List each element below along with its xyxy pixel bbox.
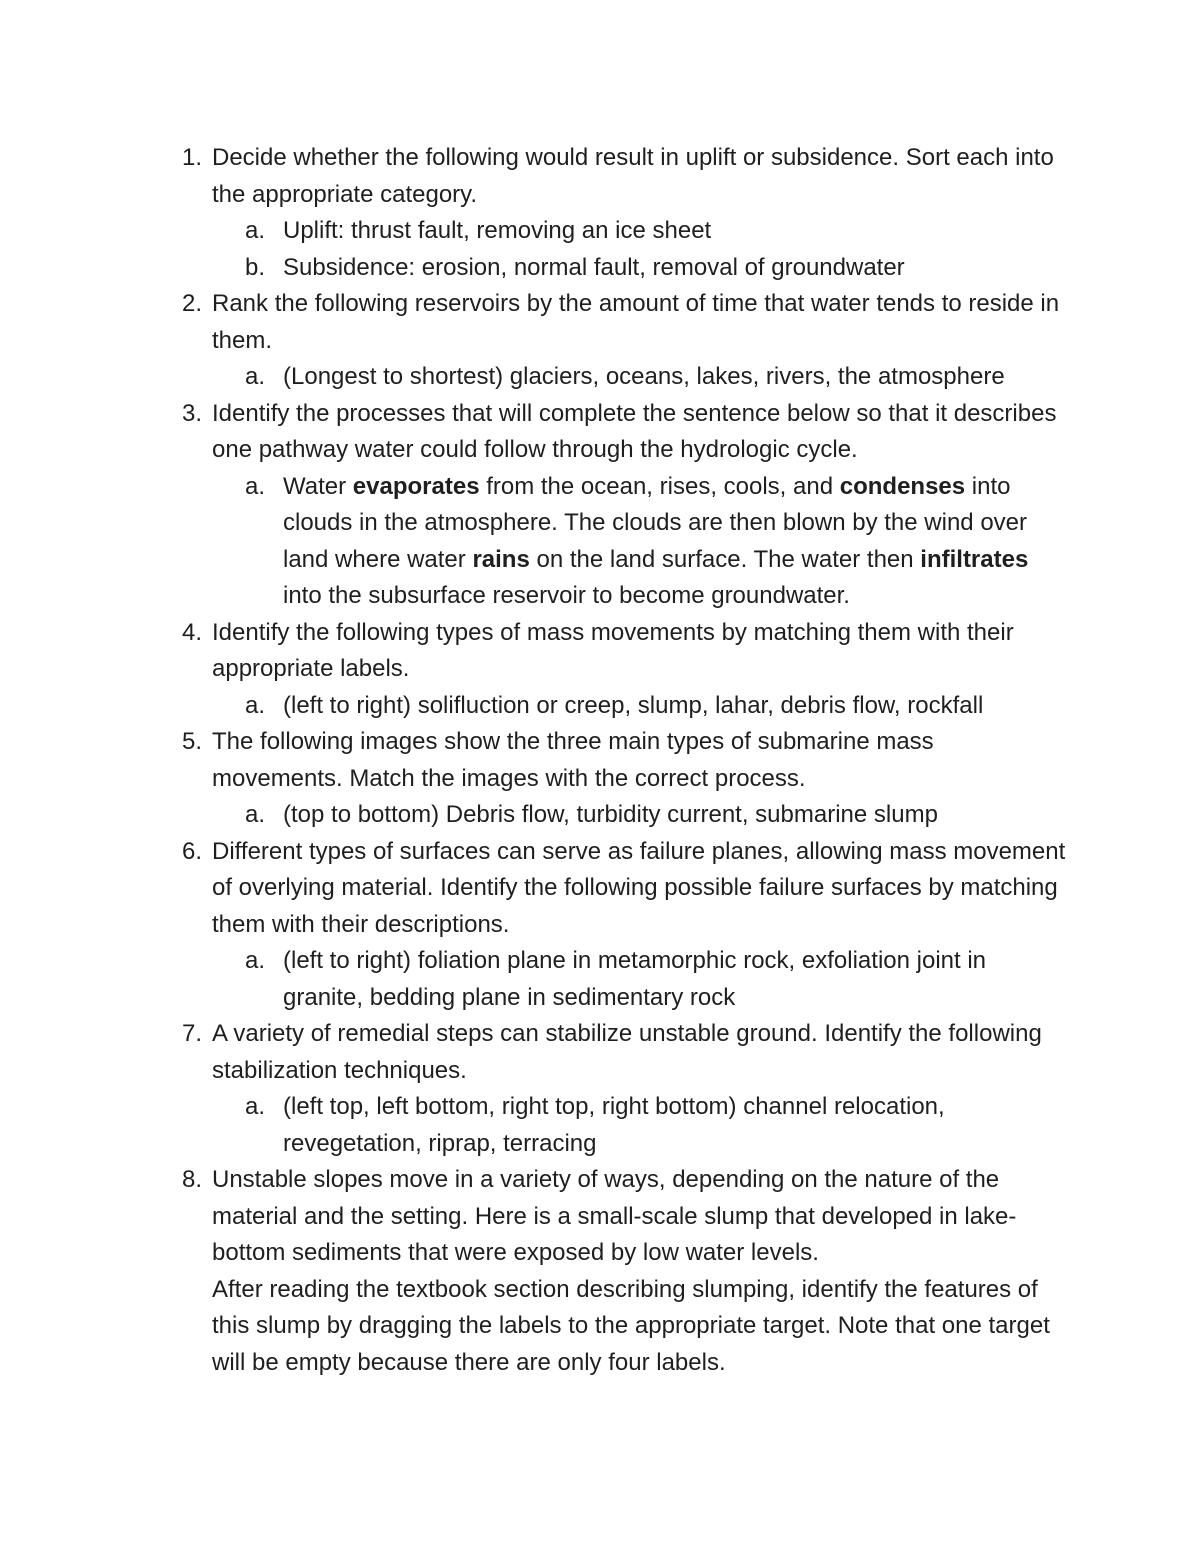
question-text: Rank the following reservoirs by the amount of time that water tends to reside in them. <box>212 290 1060 354</box>
answer-text-segment: (top to bottom) Debris flow, turbidity current, submarine slump <box>283 801 938 828</box>
answer-text <box>283 217 711 244</box>
answer-letter: b. <box>245 253 266 281</box>
answer-list <box>212 469 1070 615</box>
question-number: 1. <box>181 144 202 171</box>
answer-text <box>283 801 938 828</box>
answer-text-segment: into clouds in the atmosphere. The clouds are then blown by the wind over land where water <box>283 472 1027 573</box>
question-item <box>170 1016 1070 1162</box>
question-text: Different types of surfaces can serve as failure planes, allowing mass movement of overlying material. Identify the following possible failure surfaces by matching them with their descriptions. <box>212 837 1066 938</box>
question-number: 7. <box>181 1020 202 1047</box>
answer-text <box>283 1093 945 1157</box>
question-item <box>170 1162 1070 1381</box>
question-number: 2. <box>181 290 202 317</box>
question-text: Identify the following types of mass movements by matching them with their appropriate labels. <box>212 618 1014 682</box>
answer-item <box>212 688 1070 725</box>
answer-letter: a. <box>245 947 266 974</box>
answer-letter: a. <box>245 1093 266 1120</box>
question-number: 6. <box>181 837 202 865</box>
answer-item <box>212 943 1070 1016</box>
question-list <box>170 140 1070 1381</box>
answer-text <box>283 363 1005 390</box>
question-text: The following images show the three main types of submarine mass movements. Match the images with the correct process. <box>212 728 934 792</box>
answer-item <box>212 213 1070 250</box>
answer-text <box>283 254 905 281</box>
question-number: 8. <box>181 1166 202 1193</box>
question-text: Decide whether the following would result in uplift or subsidence. Sort each into the appropriate category. <box>212 144 1054 208</box>
answer-keyword: rains <box>472 545 530 573</box>
question-item <box>170 140 1070 286</box>
answer-text-segment: Water <box>283 472 353 500</box>
answer-letter: a. <box>245 472 266 500</box>
answer-list <box>212 797 1070 834</box>
answer-list <box>212 943 1070 1016</box>
answer-letter: a. <box>245 691 266 719</box>
question-item <box>170 834 1070 1017</box>
answer-text <box>283 473 1028 610</box>
answer-letter: a. <box>245 363 266 390</box>
question-text <box>212 1162 1070 1381</box>
question-item <box>170 396 1070 615</box>
answer-letter: a. <box>245 801 266 828</box>
question-text: A variety of remedial steps can stabilize unstable ground. Identify the following stabilization techniques. <box>212 1020 1042 1084</box>
question-text-line: After reading the textbook section describing slumping, identify the features of this slump by dragging the labels to the appropriate target. Note that one target will be empty because there are only four labels. <box>212 1275 1050 1376</box>
answer-text-segment: (left to right) foliation plane in metamorphic rock, exfoliation joint in granite, bedding plane in sedimentary rock <box>283 947 987 1011</box>
answer-letter: a. <box>245 217 266 244</box>
answer-text <box>283 947 986 1011</box>
answer-keyword: condenses <box>839 472 966 500</box>
answer-keyword: evaporates <box>352 472 480 500</box>
question-item <box>170 286 1070 396</box>
question-item <box>170 615 1070 725</box>
question-number: 4. <box>181 618 202 646</box>
answer-item <box>212 1089 1070 1162</box>
answer-item <box>212 250 1070 287</box>
answer-item <box>212 469 1070 615</box>
answer-text-segment: into the subsurface reservoir to become groundwater. <box>283 582 850 609</box>
question-number: 5. <box>181 728 202 755</box>
answer-item <box>212 797 1070 834</box>
answer-item <box>212 359 1070 396</box>
answer-text-segment: on the land surface. The water then <box>529 545 921 573</box>
answer-text <box>283 692 983 719</box>
answer-text-segment: Uplift: thrust fault, removing an ice sheet <box>283 217 712 244</box>
question-number: 3. <box>181 399 202 427</box>
answer-text-segment: (left top, left bottom, right top, right bottom) channel relocation, revegetation, riprap, terracing <box>283 1093 945 1157</box>
question-item <box>170 724 1070 834</box>
answer-text-segment: (left to right) solifluction or creep, slump, lahar, debris flow, rockfall <box>283 691 984 719</box>
answer-list <box>212 1089 1070 1162</box>
answer-list <box>212 359 1070 396</box>
answer-text-segment: from the ocean, rises, cools, and <box>479 472 840 500</box>
answer-text-segment: Subsidence: erosion, normal fault, removal of groundwater <box>283 253 905 281</box>
answer-keyword: infiltrates <box>920 545 1029 573</box>
question-text-line: Unstable slopes move in a variety of ways, depending on the nature of the material and the setting. Here is a small-scale slump that developed in lake-bottom sediments that were exposed by low water levels. <box>212 1166 1017 1266</box>
answer-text-segment: (Longest to shortest) glaciers, oceans, lakes, rivers, the atmosphere <box>283 363 1005 390</box>
answer-list <box>212 213 1070 286</box>
answer-list <box>212 688 1070 725</box>
question-text: Identify the processes that will complete the sentence below so that it describes one pathway water could follow through the hydrologic cycle. <box>212 399 1057 463</box>
